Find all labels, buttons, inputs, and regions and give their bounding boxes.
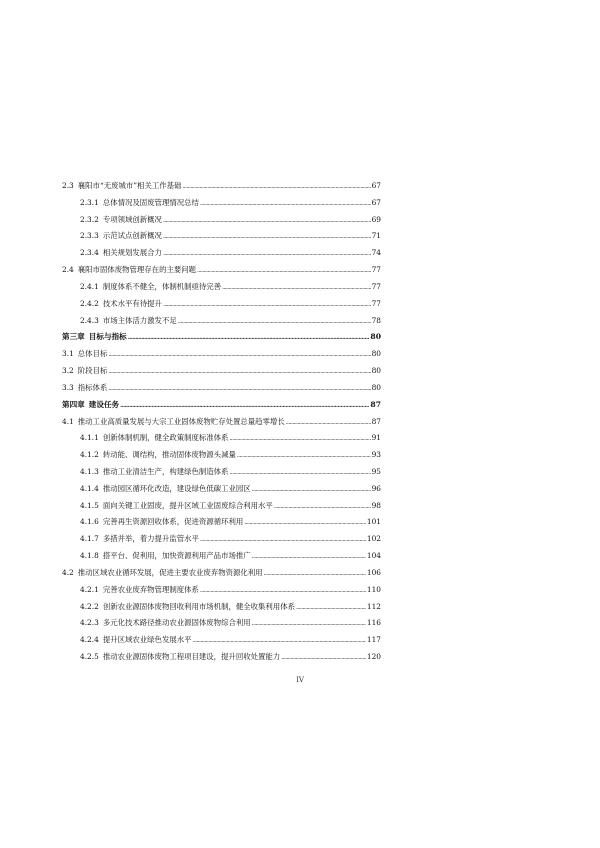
toc-entry-title: 提升区域农业绿色发展水平 <box>102 635 192 644</box>
toc-entry-number: 2.3.3 <box>80 231 99 240</box>
toc-entry-number: 4.2.3 <box>80 618 99 627</box>
toc-entry-title: 面向关键工业固废，提升区域工业固废综合利用水平 <box>102 501 273 510</box>
toc-dot-leader <box>252 485 371 495</box>
toc-entry-title: 总体目标 <box>77 349 108 358</box>
toc-entry-number: 2.3.2 <box>80 215 99 224</box>
toc-entry-page: 120 <box>366 652 381 661</box>
toc-entry-title: 完善农业废弃物管理制度体系 <box>102 585 199 594</box>
toc-entry-page: 80 <box>371 366 381 375</box>
toc-entry-page: 80 <box>371 383 381 392</box>
toc-entry-title: 阶段目标 <box>77 366 108 375</box>
toc-entry-page: 110 <box>366 585 381 594</box>
toc-entry-number: 3.2 <box>62 366 74 375</box>
toc-entry-title: 相关规划发展合力 <box>102 248 162 257</box>
toc-entry-title: 示范试点创新概况 <box>102 231 162 240</box>
toc-dot-leader <box>163 216 371 226</box>
toc-entry-page: 91 <box>371 433 381 442</box>
toc-entry[interactable] <box>80 282 381 292</box>
toc-entry-number: 4.1 <box>62 417 74 426</box>
toc-entry-title: 创新农业源固体废物回收利用市场机制，健全收集利用体系 <box>102 602 295 611</box>
toc-entry[interactable] <box>62 349 381 359</box>
toc-entry[interactable] <box>80 551 381 561</box>
toc-entry-page: 67 <box>371 198 381 207</box>
toc-entry-page: 116 <box>366 618 381 627</box>
toc-dot-leader <box>178 317 371 327</box>
toc-entry[interactable] <box>80 433 381 443</box>
toc-entry-number: 4.1.2 <box>80 450 99 459</box>
toc-dot-leader <box>182 182 370 192</box>
toc-entry[interactable] <box>80 501 381 511</box>
toc-dot-leader <box>163 232 371 242</box>
toc-dot-leader <box>108 350 370 360</box>
toc-entry-title: 推动区域农业循环发展，促进主要农业废弃物资源化利用 <box>77 568 263 577</box>
toc-dot-leader <box>163 300 371 310</box>
toc-dot-leader <box>108 384 370 394</box>
toc-entry[interactable] <box>62 568 381 578</box>
toc-entry-page: 87 <box>371 417 381 426</box>
toc-entry[interactable] <box>80 534 381 544</box>
toc-entry-title: 指标体系 <box>77 383 108 392</box>
toc-entry-number: 4.1.6 <box>80 517 99 526</box>
toc-entry[interactable] <box>62 383 381 393</box>
toc-entry[interactable] <box>80 602 381 612</box>
toc-entry-page: 112 <box>366 602 381 611</box>
toc-entry-title: 专项领域创新概况 <box>102 215 162 224</box>
toc-entry-title: 襄阳市固体废物管理存在的主要问题 <box>77 265 197 274</box>
toc-entry[interactable] <box>62 332 381 342</box>
toc-entry[interactable] <box>80 652 381 662</box>
toc-entry-number: 4.2.2 <box>80 602 99 611</box>
toc-entry[interactable] <box>80 231 381 241</box>
toc-entry[interactable] <box>80 215 381 225</box>
toc-entry[interactable] <box>62 366 381 376</box>
toc-entry-number: 2.3 <box>62 181 74 190</box>
toc-entry-title: 创新体制机制，健全政策制度标准体系 <box>102 433 229 442</box>
toc-entry-title: 总体情况及固废管理情况总结 <box>102 198 199 207</box>
toc-dot-leader <box>252 619 366 629</box>
toc-dot-leader <box>120 401 369 411</box>
toc-entry-page: 102 <box>366 534 381 543</box>
toc-entry-page: 80 <box>371 349 381 358</box>
toc-entry[interactable] <box>80 484 381 494</box>
toc-dot-leader <box>200 535 366 545</box>
toc-dot-leader <box>193 636 366 646</box>
toc-entry[interactable] <box>80 248 381 258</box>
toc-entry-title: 市场主体活力激发不足 <box>102 316 177 325</box>
toc-entry-page: 80 <box>370 332 381 341</box>
toc-entry-page: 96 <box>371 484 381 493</box>
page-number: IV <box>296 676 304 684</box>
toc-dot-leader <box>244 518 366 528</box>
toc-entry-title: 推动农业源固体废物工程项目建设，提升回收处置能力 <box>102 652 281 661</box>
toc-entry-number: 2.4.3 <box>80 316 99 325</box>
toc-entry[interactable] <box>80 450 381 460</box>
toc-entry[interactable] <box>80 198 381 208</box>
toc-entry-page: 78 <box>371 316 381 325</box>
toc-dot-leader <box>281 653 366 663</box>
toc-entry-number: 2.3.1 <box>80 198 99 207</box>
toc-entry[interactable] <box>62 400 381 410</box>
toc-dot-leader <box>128 333 370 343</box>
toc-entry-title: 多元化技术路径推动农业源固体废物综合利用 <box>102 618 251 627</box>
toc-entry[interactable] <box>80 299 381 309</box>
toc-entry-page: 69 <box>371 215 381 224</box>
toc-entry[interactable] <box>80 635 381 645</box>
toc-entry-page: 98 <box>371 501 381 510</box>
toc-entry-title: 完善再生资源回收体系，促进资源循环利用 <box>102 517 244 526</box>
toc-entry-title: 建设任务 <box>88 400 120 409</box>
toc-entry-number: 2.4 <box>62 265 74 274</box>
toc-entry[interactable] <box>80 467 381 477</box>
toc-dot-leader <box>197 266 371 276</box>
toc-dot-leader <box>200 199 371 209</box>
toc-entry[interactable] <box>62 417 381 427</box>
toc-entry-number: 4.2.5 <box>80 652 99 661</box>
toc-entry-number: 4.1.4 <box>80 484 99 493</box>
toc-entry-title: 制度体系不健全，体制机制亟待完善 <box>102 282 222 291</box>
toc-entry-number: 4.2 <box>62 568 74 577</box>
toc-entry-page: 71 <box>371 231 381 240</box>
toc-dot-leader <box>229 434 370 444</box>
toc-entry[interactable] <box>62 181 381 191</box>
toc-dot-leader <box>229 468 370 478</box>
toc-dot-leader <box>296 603 366 613</box>
toc-entry-title: 推动园区循环化改造，建设绿色低碳工业园区 <box>102 484 251 493</box>
toc-entry-page: 106 <box>366 568 381 577</box>
toc-entry[interactable] <box>62 265 381 275</box>
toc-entry-number: 4.1.7 <box>80 534 99 543</box>
toc-dot-leader <box>237 451 371 461</box>
toc-dot-leader <box>108 367 370 377</box>
toc-entry-number: 4.1.5 <box>80 501 99 510</box>
toc-entry-title: 技术水平有待提升 <box>102 299 162 308</box>
toc-entry-title: 目标与指标 <box>88 332 127 341</box>
toc-dot-leader <box>252 552 366 562</box>
toc-entry-number: 第三章 <box>62 332 85 341</box>
toc-entry-number: 2.3.4 <box>80 248 99 257</box>
toc-dot-leader <box>200 586 366 596</box>
toc-entry-title: 多措并举，着力提升监管水平 <box>102 534 199 543</box>
toc-entry-title: 搭平台、促利用，加快资源利用产品市场推广 <box>102 551 251 560</box>
toc-entry-number: 第四章 <box>62 400 85 409</box>
toc-dot-leader <box>222 283 371 293</box>
toc-entry[interactable] <box>80 585 381 595</box>
toc-entry-number: 4.2.1 <box>80 585 99 594</box>
toc-entry-page: 104 <box>366 551 381 560</box>
toc-entry-page: 87 <box>370 400 381 409</box>
toc-entry-number: 4.1.1 <box>80 433 99 442</box>
toc-dot-leader <box>163 249 371 259</box>
toc-entry-page: 74 <box>371 248 381 257</box>
toc-entry-title: 襄阳市“无废城市”相关工作基础 <box>77 181 182 190</box>
toc-entry-number: 2.4.2 <box>80 299 99 308</box>
toc-entry-number: 3.3 <box>62 383 74 392</box>
toc-entry-page: 101 <box>366 517 381 526</box>
toc-entry-page: 77 <box>371 299 381 308</box>
toc-entry-number: 4.1.3 <box>80 467 99 476</box>
toc-entry-page: 117 <box>366 635 381 644</box>
toc-entry[interactable] <box>80 618 381 628</box>
toc-entry-number: 3.1 <box>62 349 74 358</box>
toc-entry[interactable] <box>80 316 381 326</box>
toc-entry-title: 转动能、调结构，推动固体废物源头减量 <box>102 450 236 459</box>
toc-dot-leader <box>286 418 371 428</box>
toc-entry-number: 4.2.4 <box>80 635 99 644</box>
toc-entry-title: 推动工业高质量发展与大宗工业固体废物贮存处置总量趋零增长 <box>77 417 285 426</box>
toc-entry-page: 77 <box>371 282 381 291</box>
toc-entry-page: 93 <box>371 450 381 459</box>
toc-entry-page: 95 <box>371 467 381 476</box>
toc-entry-page: 67 <box>371 181 381 190</box>
toc-entry-number: 2.4.1 <box>80 282 99 291</box>
toc-entry-title: 推动工业清洁生产，构建绿色制造体系 <box>102 467 229 476</box>
toc-entry[interactable] <box>80 517 381 527</box>
toc-entry-page: 77 <box>371 265 381 274</box>
toc-dot-leader <box>274 502 371 512</box>
toc-dot-leader <box>264 569 366 579</box>
toc-entry-number: 4.1.8 <box>80 551 99 560</box>
